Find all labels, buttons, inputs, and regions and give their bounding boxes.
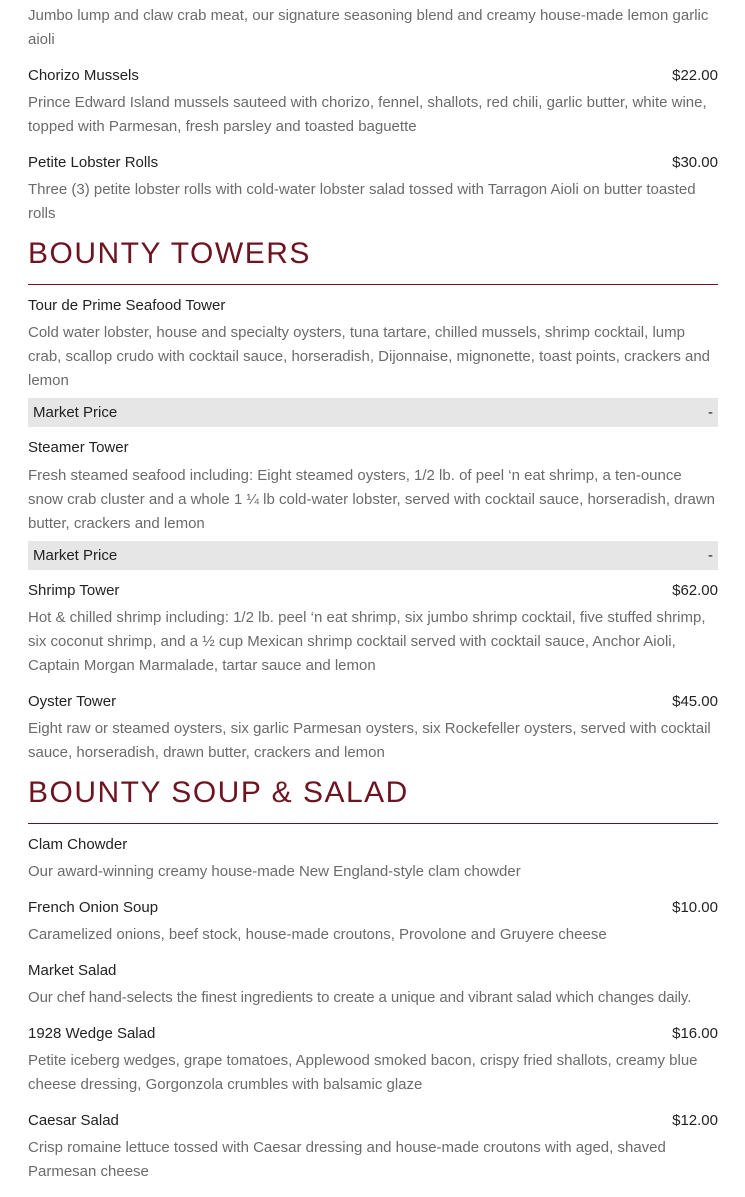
- menu-item-wedge-salad: [28, 1024, 718, 1097]
- menu-item-clam-chowder: [28, 835, 718, 884]
- item-price: $16.00: [672, 1025, 718, 1042]
- item-name: Clam Chowder: [28, 836, 128, 853]
- section-title-bounty-towers: BOUNTY TOWERS: [28, 236, 718, 285]
- price-value: -: [708, 547, 713, 564]
- item-description: Petite iceberg wedges, grape tomatoes, Applewood smoked bacon, crispy fried shallots, creamy blue cheese dressing, Gorgonzola crumbles with balsamic glaze: [28, 1052, 698, 1093]
- item-name: French Onion Soup: [28, 899, 159, 916]
- menu-item-tour-de-prime: [28, 296, 718, 393]
- item-description: Cold water lobster, house and specialty oysters, tuna tartare, chilled mussels, shrimp cocktail, lump crab, scallop crudo with cocktail sauce, horseradish, Dijonnaise, mignonette, toast points, crackers and lemon: [28, 324, 711, 389]
- item-description: Eight raw or steamed oysters, six garlic Parmesan oysters, six Rockefeller oysters, served with cocktail sauce, horseradish, drawn butter, crackers and lemon: [28, 720, 711, 761]
- item-description: Caramelized onions, beef stock, house-made croutons, Provolone and Gruyere cheese: [28, 926, 607, 943]
- item-name: Market Salad: [28, 962, 117, 979]
- item-name: Shrimp Tower: [28, 582, 120, 599]
- menu-item-steamer-tower: [28, 438, 718, 536]
- menu-item-chorizo-mussels: [28, 66, 718, 139]
- crab-cakes-description: Jumbo lump and claw crab meat, our signature seasoning blend and creamy house-made lemon garlic aioli: [28, 7, 709, 48]
- menu-item-oyster-tower: [28, 692, 718, 765]
- item-name: Chorizo Mussels: [28, 67, 139, 84]
- item-price: $62.00: [672, 582, 718, 599]
- section-title-soup-salad: BOUNTY SOUP & SALAD: [28, 775, 718, 824]
- item-description: Crisp romaine lettuce tossed with Caesar dressing and house-made croutons with aged, shaved Parmesan cheese: [28, 1139, 666, 1180]
- item-price: $30.00: [672, 154, 718, 171]
- price-value: -: [708, 404, 713, 421]
- item-price: $12.00: [672, 1112, 718, 1129]
- item-description: Three (3) petite lobster rolls with cold-water lobster salad tossed with Tarragon Aioli on butter toasted rolls: [28, 181, 696, 222]
- item-name: 1928 Wedge Salad: [28, 1025, 156, 1042]
- menu-item-shrimp-tower: [28, 581, 718, 678]
- price-label: Market Price: [33, 547, 118, 564]
- item-description: Prince Edward Island mussels sauteed with chorizo, fennel, shallots, red chili, garlic butter, white wine, topped with Parmesan, fresh parsley and toasted baguette: [28, 94, 707, 135]
- market-price-bar: [28, 398, 718, 427]
- item-name: Oyster Tower: [28, 693, 117, 710]
- item-description: Our award-winning creamy house-made New England-style clam chowder: [28, 863, 521, 880]
- menu-item-petite-lobster-rolls: [28, 153, 718, 226]
- menu-item-french-onion-soup: [28, 898, 718, 947]
- menu-item-market-salad: [28, 961, 718, 1010]
- item-description: Fresh steamed seafood including: Eight steamed oysters, 1/2 lb. of peel ‘n eat shrimp, a ten-ounce snow crab cluster and a whole 1 ¼ lb cold-water lobster, served with cocktail sauce, horseradish, drawn butter, crackers and lemon: [28, 467, 716, 532]
- item-price: $45.00: [672, 693, 718, 710]
- item-price: $10.00: [672, 899, 718, 916]
- price-label: Market Price: [33, 404, 118, 421]
- item-name: Steamer Tower: [28, 439, 129, 456]
- item-description: Hot & chilled shrimp including: 1/2 lb. peel ‘n eat shrimp, six jumbo shrimp cocktail, five stuffed shrimp, six coconut shrimp, and a ½ cup Mexican shrimp cocktail served with cocktail sauce, Anchor Aioli, Captain Morgan Marmalade, tartar sauce and lemon: [28, 609, 706, 674]
- market-price-bar: [28, 541, 718, 570]
- menu-item-caesar-salad: [28, 1111, 718, 1184]
- item-description: Our chef hand-selects the finest ingredients to create a unique and vibrant salad which changes daily.: [28, 989, 692, 1006]
- item-name: Tour de Prime Seafood Tower: [28, 297, 226, 314]
- item-name: Caesar Salad: [28, 1112, 119, 1129]
- item-price: $22.00: [672, 67, 718, 84]
- item-name: Petite Lobster Rolls: [28, 154, 159, 171]
